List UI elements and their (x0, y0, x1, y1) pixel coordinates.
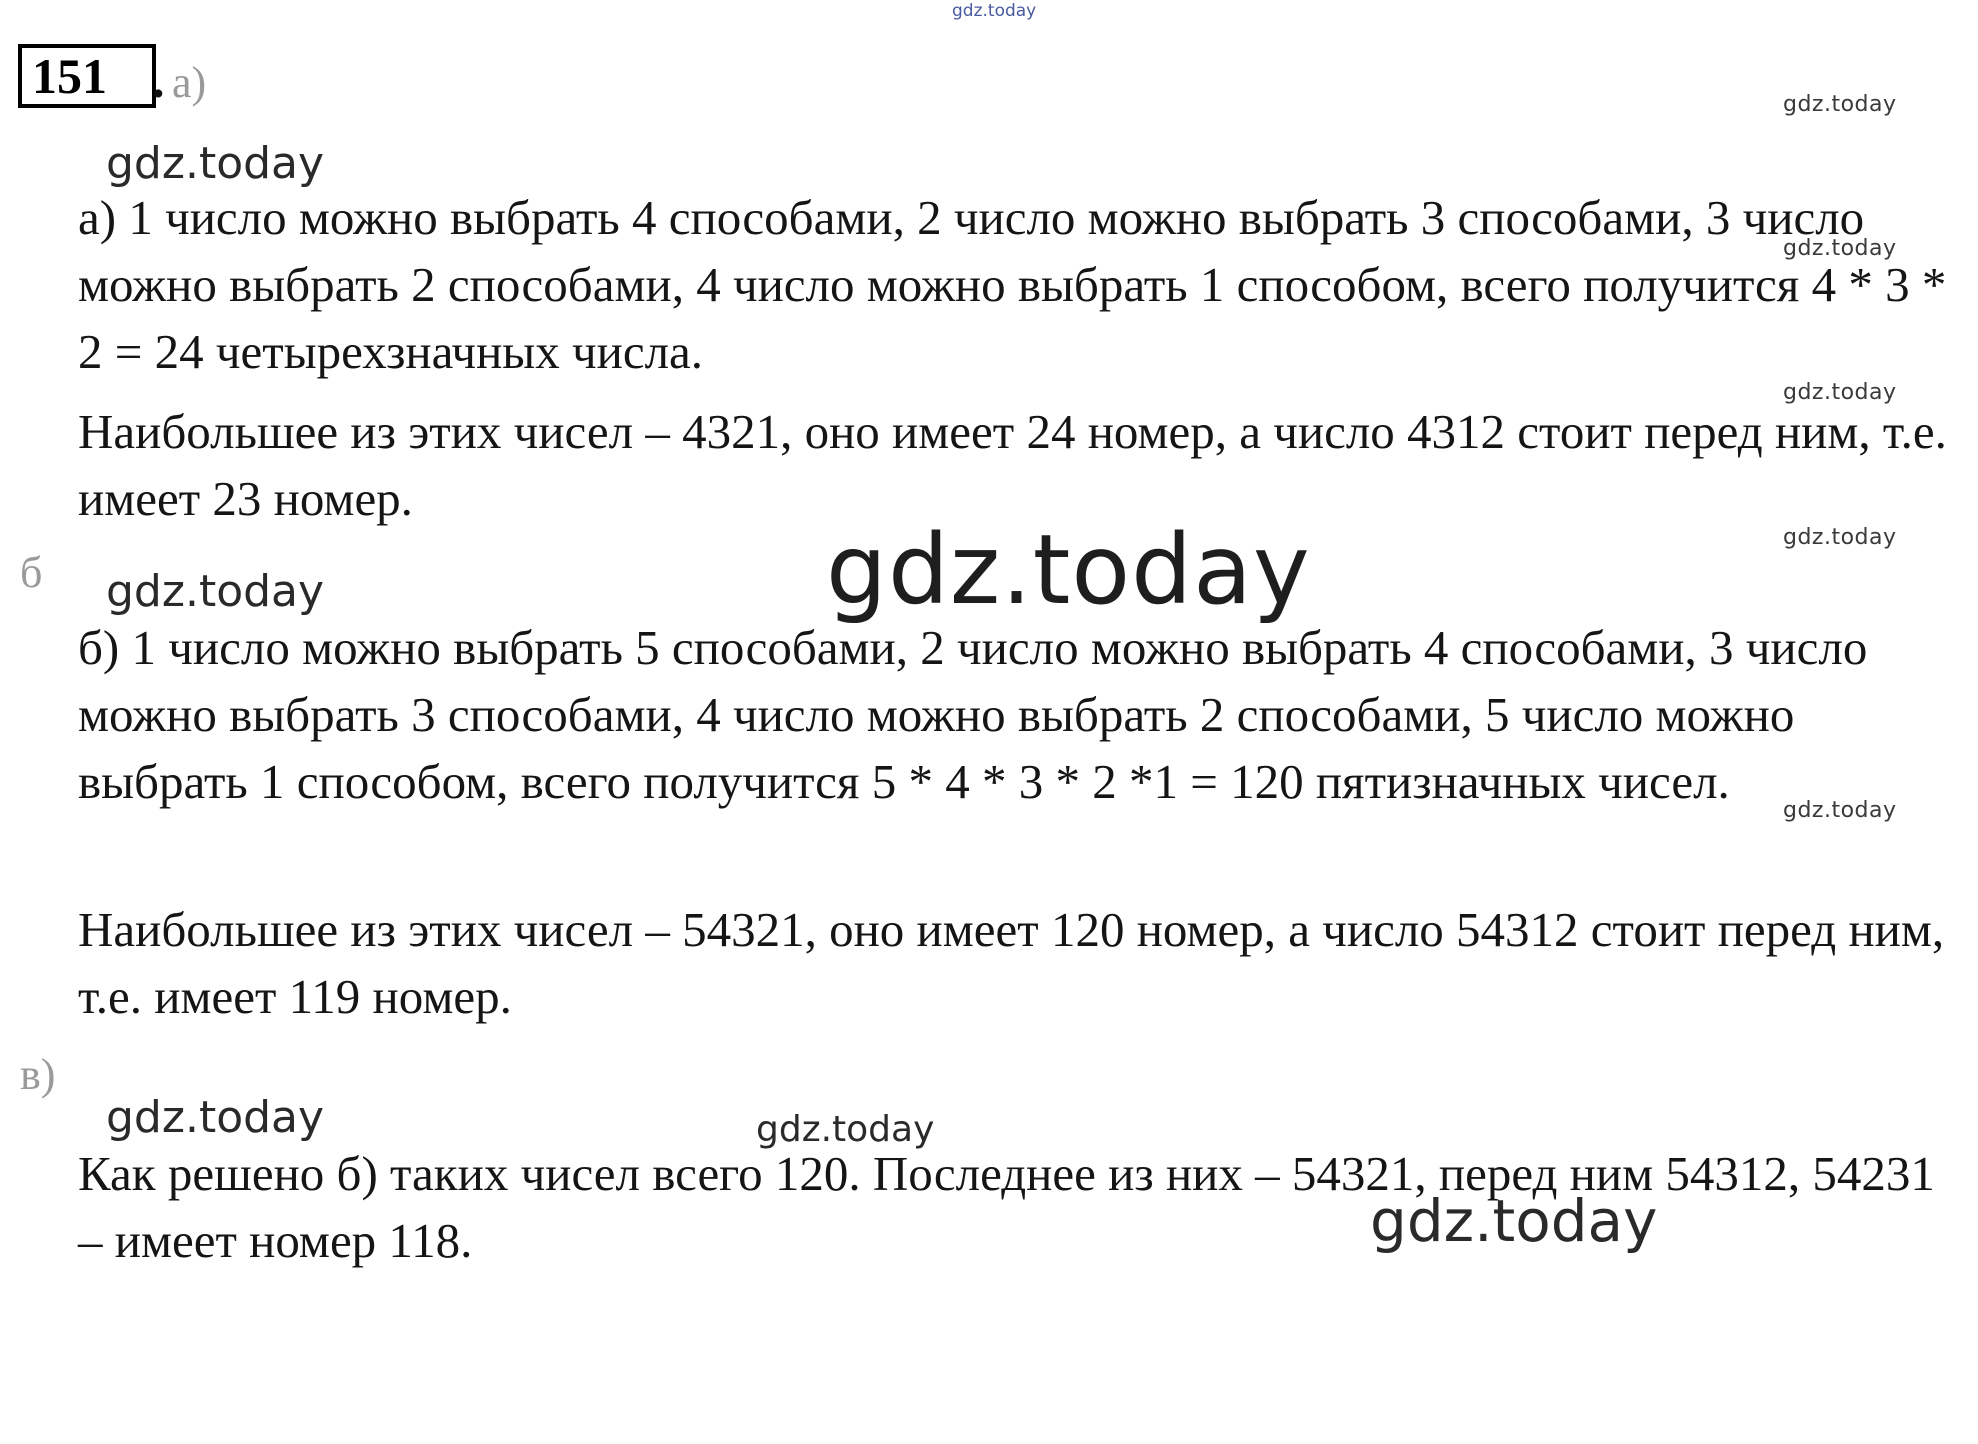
watermark-part-b: gdz.today (106, 566, 325, 617)
watermark-right-2: gdz.today (1783, 236, 1897, 261)
part-a-paragraph-2: Наибольшее из этих чисел – 4321, оно имеет 24 номер, а число 4312 стоит перед ним, т.е. имеет 23 номер. (78, 404, 1947, 526)
watermark-part-a: gdz.today (106, 138, 325, 189)
task-number-box (18, 44, 156, 108)
task-number-dot: . (152, 52, 165, 108)
watermark-right-5: gdz.today (1783, 798, 1897, 823)
part-b-paragraph-1: б) 1 число можно выбрать 5 способами, 2 число можно выбрать 4 способами, 3 число можно выбрать 3 способами, 4 число можно выбрать 2 способами, 5 число можно выбрать 1 способом, всего получится 5 * 4 * 3 * 2 *1 = 120 пятизначных чисел. (78, 620, 1868, 809)
watermark-large-center: gdz.today (826, 514, 1311, 626)
watermark-right-1: gdz.today (1783, 92, 1897, 117)
part-b-paragraph-2: Наибольшее из этих чисел – 54321, оно имеет 120 номер, а число 54312 стоит перед ним, т.е. имеет 119 номер. (78, 902, 1945, 1024)
watermark-part-v: gdz.today (106, 1092, 325, 1143)
task-number: 151 (32, 48, 107, 104)
watermark-center-low: gdz.today (756, 1109, 935, 1150)
part-v-label: в) (20, 1050, 56, 1099)
part-v-paragraph-1: Как решено б) таких чисел всего 120. Последнее из них – 54321, перед ним 54312, 54231 – имеет номер 118. (78, 1146, 1935, 1268)
part-a-paragraph-1: а) 1 число можно выбрать 4 способами, 2 число можно выбрать 3 способами, 3 число можно выбрать 2 способами, 4 число можно выбрать 1 способом, всего получится 4 * 3 * 2 = 24 четырехзначных числа. (78, 190, 1947, 379)
watermark-right-3: gdz.today (1783, 380, 1897, 405)
watermark-top: gdz.today (952, 1, 1037, 21)
watermark-bottom-right: gdz.today (1370, 1187, 1658, 1255)
watermark-right-4: gdz.today (1783, 525, 1897, 550)
part-b-label: б (20, 548, 43, 597)
part-a-label: а) (172, 58, 207, 107)
